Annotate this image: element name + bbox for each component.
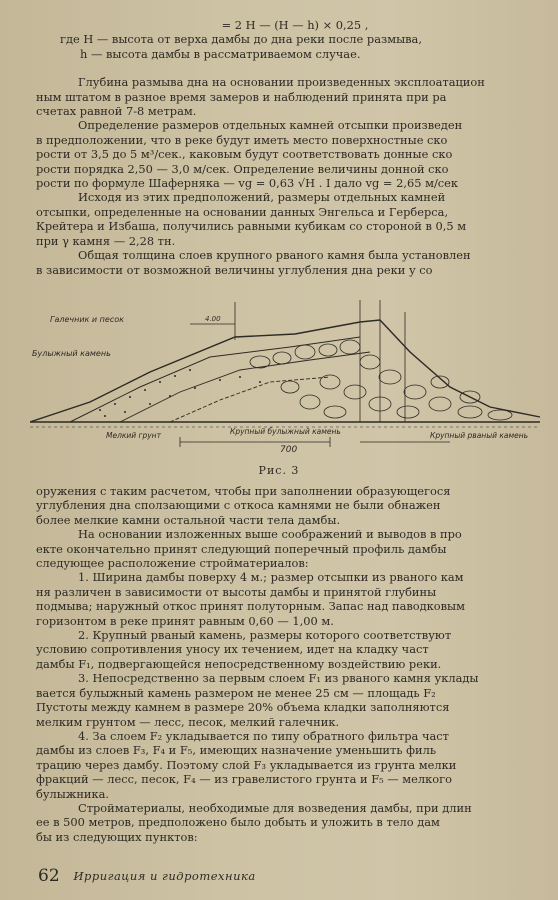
text-line: 1. Ширина дамбы поверху 4 м.; размер отсыпки из рваного кам — [78, 570, 464, 585]
label-coarse-cobble: Крупный булыжный камень — [230, 427, 341, 436]
text-line: счетах равной 7-8 метрам. — [36, 104, 197, 119]
text-line: в предположении, что в реке будут иметь место поверхностные ско — [36, 132, 448, 147]
text-line: в зависимости от возможной величины углубления дна реки у со — [36, 262, 433, 277]
dam-cross-section-figure — [30, 292, 558, 460]
formula-line: = 2 Н — (Н — h) × 0,25 , — [221, 18, 369, 32]
layer-line — [120, 352, 370, 422]
text-line: екте окончательно принят следующий поперечный профиль дамбы — [36, 541, 447, 556]
journal-title: Ирригация и гидротехника — [73, 869, 256, 883]
text-line: Крейтера и Избаша, получились равными кубикам со стороной в 0,5 м — [36, 219, 467, 234]
text-line: мелким грунтом — лесс, песок, мелкий галечник. — [36, 714, 340, 729]
figure-caption: Рис. 3 — [258, 464, 300, 477]
label-fine-ground: Мелкий грунт — [106, 431, 161, 440]
text-line: рости порядка 2,50 — 3,0 м/сек. Определение величины донной ско — [36, 161, 449, 176]
text-line: ным штатом в разное время замеров и наблюдений принята при ра — [36, 89, 447, 104]
text-block-bottom — [36, 484, 554, 844]
text-line: дамбы F₁, подвергающейся непосредственному воздействию реки. — [36, 656, 442, 671]
label-dim-700: 700 — [280, 445, 298, 455]
text-line: горизонтом в реке принят равным 0,60 — 1,00 м. — [36, 613, 334, 628]
text-line: где Н — высота от верха дамбы до дна реки после размыва, — [60, 32, 422, 47]
text-line: условию сопротивления уносу их течением, идет на кладку част — [36, 642, 429, 657]
text-line: 4. За слоем F₂ укладывается по типу обратного фильтра част — [78, 728, 449, 743]
text-line: ня различен в зависимости от высоты дамбы и принятой глубины — [36, 584, 437, 599]
label-cobble: Булыжный камень — [32, 349, 111, 358]
page-number: 62 — [38, 866, 60, 886]
label-coarse-rubble: Крупный рваный камень — [430, 431, 529, 440]
text-line: следующее расположение стройматериалов: — [36, 556, 309, 571]
text-line: отсыпки, определенные на основании данных Энгельса и Герберса, — [36, 204, 449, 219]
text-line: 2. Крупный рваный камень, размеры которого соответствуют — [78, 628, 452, 643]
text-line: оружения с таким расчетом, чтобы при заполнении образующегося — [36, 484, 451, 498]
text-block-top — [36, 18, 554, 277]
text-line: трацию через дамбу. Поэтому слой F₃ укладывается из грунта мелки — [36, 757, 457, 772]
text-line: углубления дна сползающими с откоса камнями не были обнажен — [36, 498, 441, 513]
page-footer — [38, 866, 256, 886]
layer-line — [170, 377, 330, 422]
text-line: Исходя из этих предположений, размеры отдельных камней — [78, 190, 446, 205]
text-line: h — высота дамбы в рассматриваемом случае. — [80, 46, 361, 61]
text-line: Общая толщина слоев крупного рваного камня была установлен — [78, 248, 471, 263]
text-line: бы из следующих пунктов: — [36, 829, 198, 844]
text-line: вается булыжный камень размером не менее 25 см — площадь F₂ — [36, 685, 436, 700]
text-line: фракций — лесс, песок, F₄ — из гравелистого грунта и F₅ — мелкого — [36, 772, 452, 787]
text-line: дамбы из слоев F₃, F₄ и F₅, имеющих назначение уменьшить филь — [36, 743, 437, 758]
text-line: Глубина размыва дна на основании произведенных эксплоатацион — [78, 75, 485, 90]
dimension-label-top: 4.00 — [205, 315, 221, 323]
text-line: более мелкие камни остальной части тела дамбы. — [36, 512, 341, 527]
text-line: На основании изложенных выше соображений и выводов в про — [78, 527, 462, 542]
text-line: при γ камня — 2,28 тн. — [36, 233, 176, 248]
text-line: 3. Непосредственно за первым слоем F₁ из рваного камня уклады — [78, 671, 479, 686]
text-line: рости от 3,5 до 5 м³/сек., каковым будут соответствовать донные ско — [36, 147, 453, 162]
text-line: Стройматериалы, необходимые для возведения дамбы, при длин — [78, 800, 472, 815]
fine-ground-dots — [99, 369, 261, 417]
label-gravel-sand: Галечник и песок — [50, 315, 124, 324]
text-line: подмыва; наружный откос принят полуторным. Запас над паводковым — [36, 599, 465, 614]
text-line: Определение размеров отдельных камней отсыпки произведен — [78, 118, 463, 133]
text-line: рости по формуле Шаферняка — vg = 0,63 √H . I дало vg = 2,65 м/сек — [36, 176, 459, 191]
text-line: ее в 500 метров, предположено было добыть и уложить в тело дам — [36, 815, 440, 830]
text-line: Пустоты между камнем в размере 20% объема кладки заполняются — [36, 700, 450, 715]
text-line: булыжника. — [36, 786, 110, 801]
